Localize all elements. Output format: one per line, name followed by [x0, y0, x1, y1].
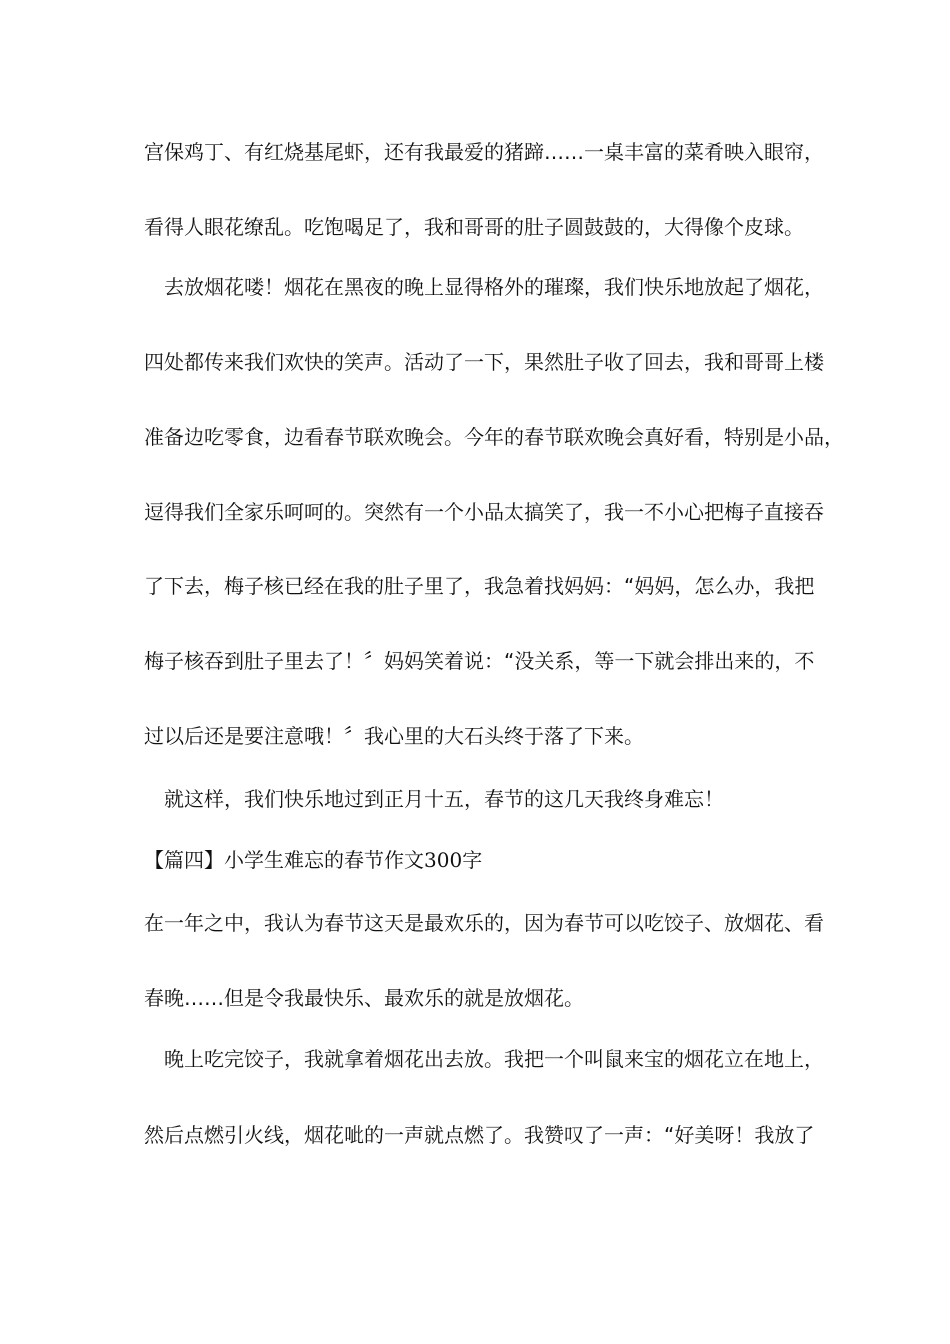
section-heading-number: 300: [424, 848, 463, 872]
text-line-13: 晚上吃完饺子，我就拿着烟花出去放。我把一个叫鼠来宝的烟花立在地上，: [144, 1047, 824, 1071]
text-line-11: 在一年之中，我认为春节这天是最欢乐的，因为春节可以吃饺子、放烟花、看: [144, 911, 824, 935]
text-line-3: 去放烟花喽！烟花在黑夜的晚上显得格外的璀璨，我们快乐地放起了烟花，: [144, 275, 824, 299]
text-line-8: 梅子核吞到肚子里去了！〞妈妈笑着说：“没关系，等一下就会排出来的，不: [144, 649, 815, 673]
text-line-5: 准备边吃零食，边看春节联欢晚会。今年的春节联欢晚会真好看，特别是小品，: [144, 425, 844, 449]
text-line-9: 过以后还是要注意哦！〞我心里的大石头终于落了下来。: [144, 724, 644, 748]
text-line-10: 就这样，我们快乐地过到正月十五，春节的这几天我终身难忘！: [144, 787, 724, 811]
section-heading: [144, 846, 824, 874]
text-line-6: 逗得我们全家乐呵呵的。突然有一个小品太搞笑了，我一不小心把梅子直接吞: [144, 500, 824, 524]
text-line-2: 看得人眼花缭乱。吃饱喝足了，我和哥哥的肚子圆鼓鼓的，大得像个皮球。: [144, 215, 804, 239]
text-line-14: 然后点燃引火线，烟花呲的一声就点燃了。我赞叹了一声：“好美呀！我放了: [144, 1123, 815, 1147]
text-line-1: 宫保鸡丁、有红烧基尾虾，还有我最爱的猪蹄……一桌丰富的菜肴映入眼帘，: [144, 140, 824, 164]
text-line-12: 春晚……但是令我最快乐、最欢乐的就是放烟花。: [144, 986, 584, 1010]
text-line-7: 了下去，梅子核已经在我的肚子里了，我急着找妈妈：“妈妈，怎么办，我把: [144, 574, 815, 598]
section-heading-suffix: 字: [462, 848, 483, 872]
text-line-4: 四处都传来我们欢快的笑声。活动了一下，果然肚子收了回去，我和哥哥上楼: [144, 350, 824, 374]
section-heading-prefix: 【篇四】小学生难忘的春节作文: [144, 848, 424, 872]
